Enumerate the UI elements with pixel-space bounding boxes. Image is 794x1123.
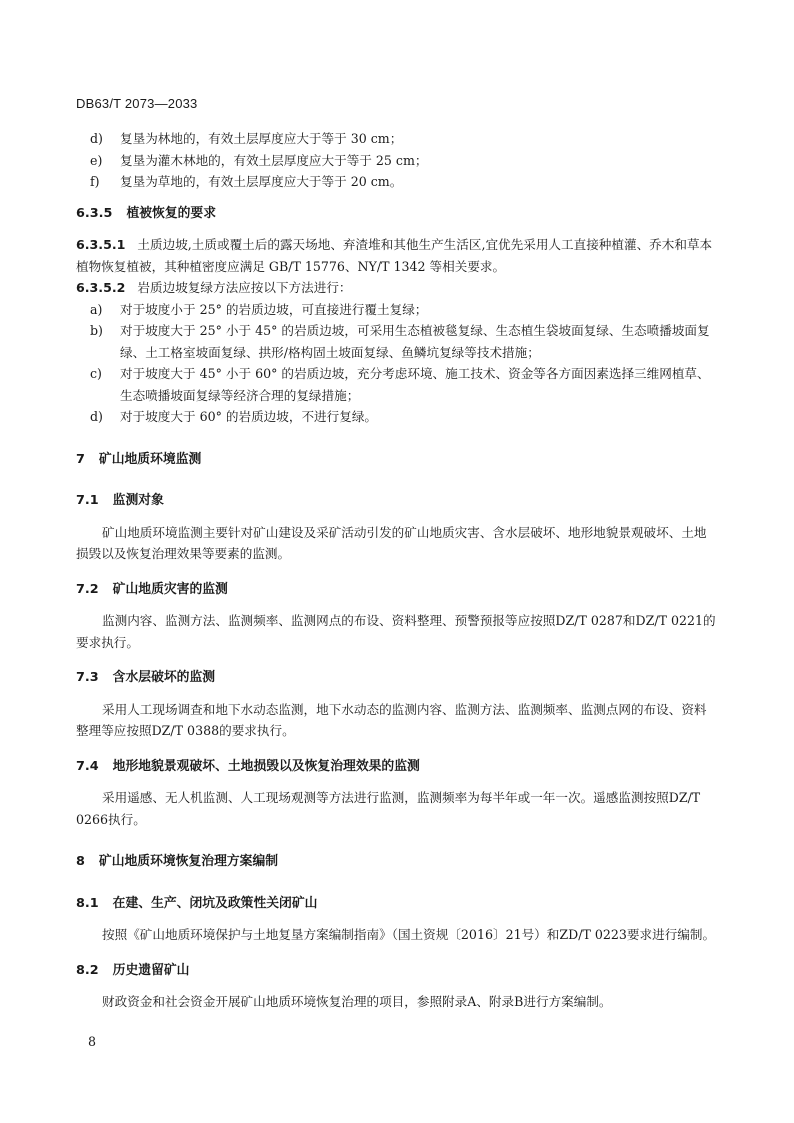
section-title: 矿山地质环境监测 — [98, 451, 202, 467]
clause-6-3-5-2 — [76, 277, 716, 299]
section-heading-7-1 — [76, 490, 716, 512]
list-text: 对于坡度小于 25° 的岩质边坡，可直接进行覆土复绿； — [120, 301, 428, 317]
list-text: 对于坡度大于 25° 小于 45° 的岩质边坡，可采用生态植被毯复绿、生态植生袋坡面复绿、生态喷播坡面复绿、土工格室坡面复绿、拱形/格构固土坡面复绿、鱼鳞坑复绿等技术措施； — [120, 323, 710, 360]
section-number: 7.3 — [76, 670, 99, 685]
section-number: 8 — [76, 854, 85, 869]
list-marker: f) — [90, 174, 100, 189]
clause-6-3-5-1 — [76, 234, 716, 277]
clause-number: 6.3.5.1 — [76, 237, 126, 252]
paragraph-7-4: 采用遥感、无人机监测、人工现场观测等方法进行监测，监测频率为每半年或一年一次。遥感监测按照DZ/T 0266执行。 — [76, 790, 701, 827]
section-title: 含水层破坏的监测 — [112, 670, 216, 685]
paragraph-7-2: 监测内容、监测方法、监测频率、监测网点的布设、资料整理、预警预报等应按照DZ/T 0287和DZ/T 0221的要求执行。 — [76, 613, 716, 650]
section-title: 在建、生产、闭坑及政策性关闭矿山 — [112, 895, 318, 911]
list-item — [76, 150, 716, 172]
list-item — [76, 128, 716, 150]
list-text: 对于坡度大于 45° 小于 60° 的岩质边坡，充分考虑环境、施工技术、资金等各方面因素选择三维网植草、生态喷播坡面复绿等经济合理的复绿措施； — [120, 366, 710, 403]
section-number: 8.2 — [76, 962, 99, 978]
paragraph-7-1: 矿山地质环境监测主要针对矿山建设及采矿活动引发的矿山地质灾害、含水层破坏、地形地貌景观破坏、土地损毁以及恢复治理效果等要素的监测。 — [76, 524, 707, 561]
section-title: 地形地貌景观破坏、土地损毁以及恢复治理效果的监测 — [112, 758, 420, 774]
section-number: 6.3.5 — [76, 205, 113, 221]
page-content — [76, 128, 716, 1013]
section-heading-6-3-5 — [76, 203, 716, 225]
list-item — [76, 299, 716, 321]
paragraph-8-2: 财政资金和社会资金开展矿山地质环境恢复治理的项目，参照附录A、附录B进行方案编制。 — [102, 994, 612, 1009]
section-title: 监测对象 — [112, 493, 164, 508]
section-heading-8-2 — [76, 960, 716, 982]
list-item — [76, 406, 716, 428]
list-marker: c) — [90, 366, 102, 381]
chapter-heading-8 — [76, 851, 716, 873]
section-number: 7.4 — [76, 758, 99, 774]
list-item — [76, 363, 716, 406]
clause-text: 土质边坡,土质或覆土后的露天场地、弃渣堆和其他生产生活区,宜优先采用人工直接种植灌、乔木和草本植物恢复植被，其种植密度应满足 GB/T 15776、NY/T 1342 等相关要求。 — [76, 237, 713, 274]
list-marker: d) — [90, 131, 103, 146]
section-heading-8-1 — [76, 893, 716, 915]
list-marker: a) — [90, 301, 103, 317]
section-number: 7.2 — [76, 581, 99, 597]
section-number: 8.1 — [76, 895, 99, 911]
document-code-header: DB63/T 2073—2033 — [76, 96, 198, 111]
page-number: 8 — [88, 1034, 97, 1049]
section-number: 7 — [76, 451, 85, 467]
section-heading-7-3 — [76, 667, 716, 689]
list-text: 复垦为灌木林地的，有效土层厚度应大于等于 25 cm； — [120, 152, 428, 168]
list-text: 对于坡度大于 60° 的岩质边坡，不进行复绿。 — [120, 409, 378, 424]
section-title: 矿山地质灾害的监测 — [112, 581, 228, 597]
list-item — [76, 171, 716, 193]
section-heading-7-4 — [76, 756, 716, 778]
clause-number: 6.3.5.2 — [76, 280, 126, 295]
chapter-heading-7 — [76, 449, 716, 471]
clause-text: 岩质边坡复绿方法应按以下方法进行： — [137, 280, 352, 295]
paragraph-7-3: 采用人工现场调查和地下水动态监测，地下水动态的监测内容、监测方法、监测频率、监测点网的布设、资料整理等应按照DZ/T 0388的要求执行。 — [76, 701, 707, 738]
paragraph-8-1: 按照《矿山地质环境保护与土地复垦方案编制指南》（国土资规〔2016〕21号）和ZD/T 0223要求进行编制。 — [102, 927, 716, 942]
section-title: 矿山地质环境恢复治理方案编制 — [98, 854, 279, 869]
list-marker: e) — [90, 152, 103, 168]
list-text: 复垦为林地的，有效土层厚度应大于等于 30 cm； — [120, 131, 403, 146]
list-marker: d) — [90, 409, 103, 424]
section-title: 历史遗留矿山 — [112, 962, 190, 978]
list-marker: b) — [90, 323, 103, 338]
section-number: 7.1 — [76, 493, 99, 508]
list-item — [76, 320, 716, 363]
section-heading-7-2 — [76, 579, 716, 601]
section-title: 植被恢复的要求 — [126, 205, 217, 221]
list-text: 复垦为草地的，有效土层厚度应大于等于 20 cm。 — [120, 174, 403, 189]
